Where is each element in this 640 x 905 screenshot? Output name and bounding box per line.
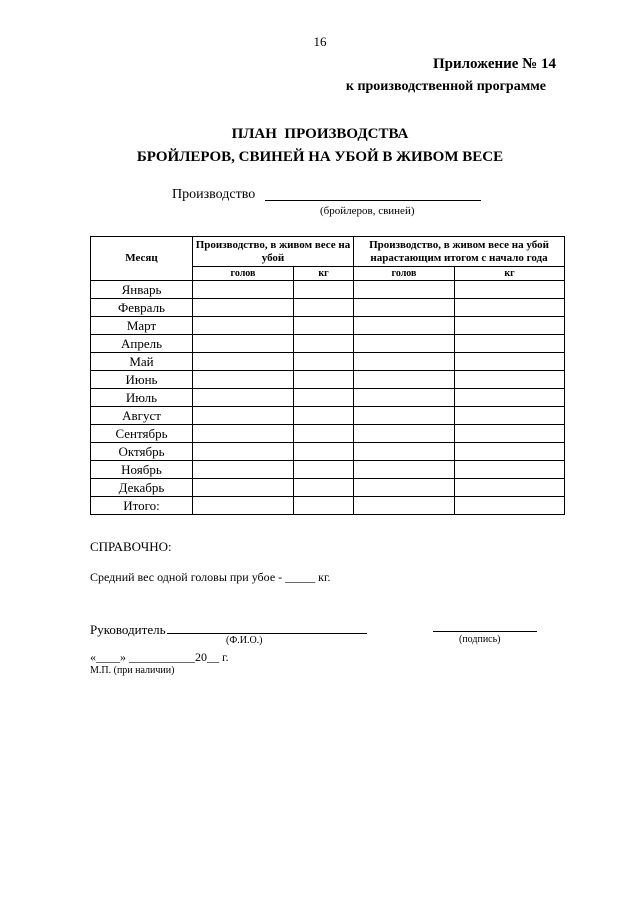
month-cell: Июль [91, 389, 193, 407]
total-row [91, 497, 565, 515]
table-row [91, 425, 565, 443]
table-row [91, 479, 565, 497]
heads-cell[interactable] [193, 281, 294, 299]
cumulative-kg-cell[interactable] [455, 371, 565, 389]
month-cell: Сентябрь [91, 425, 193, 443]
cumulative-heads-column-header: голов [354, 267, 455, 281]
cumulative-kg-cell[interactable] [455, 443, 565, 461]
kg-cell[interactable] [294, 425, 354, 443]
kg-cell[interactable] [294, 407, 354, 425]
cumulative-column-group-header: Производство, в живом весе на убой нарастающим итогом с начало года [354, 237, 565, 267]
cumulative-kg-cell[interactable] [455, 479, 565, 497]
table-row [91, 389, 565, 407]
cumulative-kg-cell[interactable] [455, 425, 565, 443]
cumulative-heads-cell[interactable] [354, 407, 455, 425]
production-plan-table [90, 236, 565, 515]
table-row [91, 443, 565, 461]
month-cell: Апрель [91, 335, 193, 353]
cumulative-heads-cell[interactable] [354, 371, 455, 389]
plan-title-line-1: ПЛАН ПРОИЗВОДСТВА [231, 126, 409, 142]
kg-cell[interactable] [294, 479, 354, 497]
month-column-header: Месяц [91, 237, 193, 281]
page-number: 16 [313, 34, 327, 49]
heads-cell[interactable] [193, 479, 294, 497]
month-cell: Ноябрь [91, 461, 193, 479]
cumulative-kg-cell[interactable] [455, 497, 565, 515]
heads-cell[interactable] [193, 389, 294, 407]
heads-cell[interactable] [193, 425, 294, 443]
head-label: Руководитель [90, 622, 166, 637]
month-cell: Февраль [91, 299, 193, 317]
cumulative-heads-cell[interactable] [354, 443, 455, 461]
cumulative-kg-cell[interactable] [455, 335, 565, 353]
appendix-title: Приложение № 14 [432, 56, 556, 72]
kg-cell[interactable] [294, 389, 354, 407]
month-cell: Декабрь [91, 479, 193, 497]
table-row [91, 317, 565, 335]
total-label-cell: Итого: [91, 497, 193, 515]
month-cell: Май [91, 353, 193, 371]
cumulative-heads-cell[interactable] [354, 461, 455, 479]
cumulative-kg-column-header: кг [455, 267, 565, 281]
table-row [91, 299, 565, 317]
production-label: Производство [172, 187, 256, 202]
cumulative-heads-cell[interactable] [354, 335, 455, 353]
production-column-group-header: Производство, в живом весе на убой [193, 237, 354, 267]
heads-cell[interactable] [193, 299, 294, 317]
table-row [91, 407, 565, 425]
fio-hint: (Ф.И.О.) [226, 635, 263, 646]
average-weight-text: Средний вес одной головы при убое - _____ кг. [90, 570, 331, 584]
kg-cell[interactable] [294, 299, 354, 317]
stamp-note: М.П. (при наличии) [90, 665, 175, 676]
table-row [91, 461, 565, 479]
cumulative-kg-cell[interactable] [455, 407, 565, 425]
kg-column-header: кг [294, 267, 354, 281]
kg-cell[interactable] [294, 317, 354, 335]
month-cell: Август [91, 407, 193, 425]
cumulative-kg-cell[interactable] [455, 281, 565, 299]
kg-cell[interactable] [294, 371, 354, 389]
month-cell: Январь [91, 281, 193, 299]
signature-hint: (подпись) [459, 634, 501, 645]
kg-cell[interactable] [294, 281, 354, 299]
kg-cell[interactable] [294, 353, 354, 371]
cumulative-heads-cell[interactable] [354, 281, 455, 299]
cumulative-heads-cell[interactable] [354, 317, 455, 335]
cumulative-heads-cell[interactable] [354, 479, 455, 497]
heads-cell[interactable] [193, 353, 294, 371]
cumulative-heads-cell[interactable] [354, 425, 455, 443]
month-cell: Июнь [91, 371, 193, 389]
heads-cell[interactable] [193, 443, 294, 461]
table-row [91, 353, 565, 371]
heads-column-header: голов [193, 267, 294, 281]
date-line: «____» ___________20__ г. [90, 650, 229, 664]
head-name-line[interactable] [167, 633, 367, 634]
table-row [91, 281, 565, 299]
cumulative-heads-cell[interactable] [354, 299, 455, 317]
cumulative-kg-cell[interactable] [455, 353, 565, 371]
cumulative-kg-cell[interactable] [455, 317, 565, 335]
cumulative-kg-cell[interactable] [455, 299, 565, 317]
cumulative-heads-cell[interactable] [354, 389, 455, 407]
production-input-line[interactable] [265, 200, 481, 201]
heads-cell[interactable] [193, 335, 294, 353]
signature-line[interactable] [433, 631, 537, 632]
kg-cell[interactable] [294, 335, 354, 353]
heads-cell[interactable] [193, 497, 294, 515]
heads-cell[interactable] [193, 461, 294, 479]
kg-cell[interactable] [294, 497, 354, 515]
cumulative-heads-cell[interactable] [354, 497, 455, 515]
table-row [91, 335, 565, 353]
kg-cell[interactable] [294, 461, 354, 479]
month-cell: Октябрь [91, 443, 193, 461]
cumulative-kg-cell[interactable] [455, 461, 565, 479]
heads-cell[interactable] [193, 371, 294, 389]
kg-cell[interactable] [294, 443, 354, 461]
cumulative-heads-cell[interactable] [354, 353, 455, 371]
production-hint: (бройлеров, свиней) [320, 205, 415, 217]
table-row [91, 371, 565, 389]
plan-title-line-2: БРОЙЛЕРОВ, СВИНЕЙ НА УБОЙ В ЖИВОМ ВЕСЕ [136, 149, 504, 165]
heads-cell[interactable] [193, 407, 294, 425]
reference-label: СПРАВОЧНО: [90, 539, 172, 554]
appendix-subtitle: к производственной программе [345, 79, 546, 94]
month-cell: Март [91, 317, 193, 335]
heads-cell[interactable] [193, 317, 294, 335]
cumulative-kg-cell[interactable] [455, 389, 565, 407]
